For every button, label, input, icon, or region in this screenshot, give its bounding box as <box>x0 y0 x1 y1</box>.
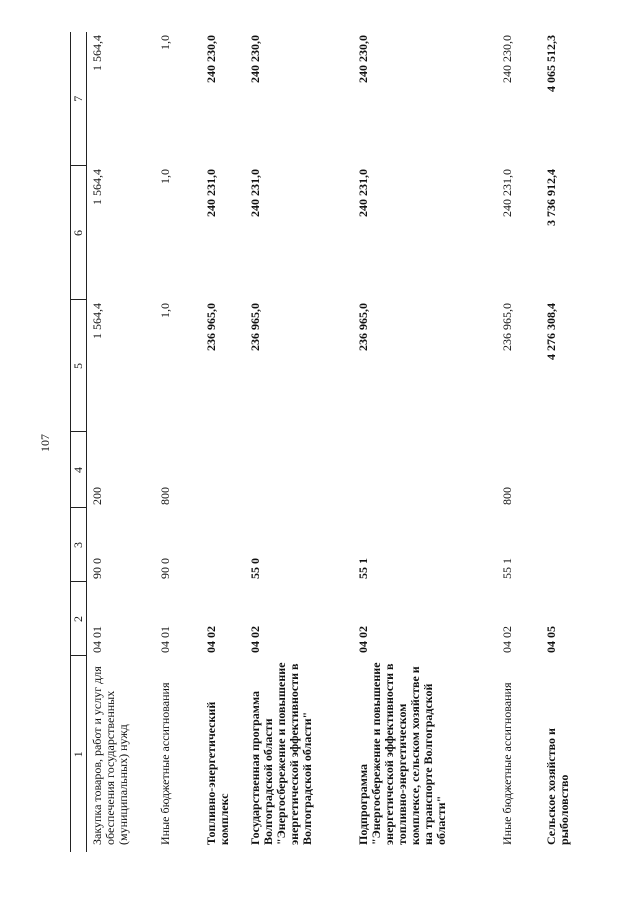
row-value-6: 1,0 <box>158 169 172 184</box>
row-value-6: 1 564,4 <box>90 169 104 205</box>
table-row <box>357 32 501 852</box>
row-expense-type <box>357 432 501 508</box>
row-value-6: 3 736 912,4 <box>544 169 558 226</box>
row-value-7: 1,0 <box>158 35 172 50</box>
row-value-6: 240 231,0 <box>248 169 262 217</box>
row-name: Подпрограмма "Энергосбережение и повышение энергетической эффективности в топливно-энергетическом комплексе, сельском хозяйстве и на транспорте Волгоградской области" <box>356 662 448 845</box>
header-col-7: 7 <box>71 32 87 166</box>
row-expense-type: 800 <box>158 487 172 505</box>
row-target-article: 55 0 <box>248 558 262 579</box>
row-target-article: 90 0 <box>158 558 172 579</box>
header-col-1: 1 <box>71 656 87 852</box>
header-col-6: 6 <box>71 166 87 300</box>
table-row <box>159 32 205 852</box>
row-value-7: 240 230,0 <box>356 35 370 83</box>
row-value-7: 240 230,0 <box>204 35 218 83</box>
row-expense-type: 200 <box>90 487 104 505</box>
header-col-5: 5 <box>71 300 87 432</box>
budget-table-rotated <box>70 32 618 852</box>
row-value-7: 1 564,4 <box>90 35 104 71</box>
row-expense-type <box>545 432 579 508</box>
row-name: Государственная программа Волгоградской области "Энергосбережение и повышение энергетической эффективности в Волгоградской области" <box>248 662 314 845</box>
row-value-5: 1,0 <box>158 303 172 318</box>
page-number: 107 <box>38 434 52 452</box>
row-expense-type: 800 <box>500 487 514 505</box>
row-value-5: 236 965,0 <box>248 303 262 351</box>
row-section: 04 02 <box>500 626 514 653</box>
row-section: 04 01 <box>90 626 104 653</box>
row-name: Иные бюджетные ассигнования <box>500 682 514 845</box>
row-name: Топливно-энергетический комплекс <box>204 701 231 845</box>
row-name: Иные бюджетные ассигнования <box>158 682 172 845</box>
row-value-5: 236 965,0 <box>204 303 218 351</box>
row-section: 04 02 <box>204 626 218 653</box>
header-row <box>71 32 87 852</box>
row-target-article: 55 1 <box>500 558 514 579</box>
row-value-6: 240 231,0 <box>204 169 218 217</box>
header-col-4: 4 <box>71 432 87 508</box>
row-expense-type <box>205 432 249 508</box>
row-section: 04 01 <box>158 626 172 653</box>
table-row <box>545 32 579 852</box>
table-row <box>249 32 357 852</box>
header-col-3: 3 <box>71 508 87 582</box>
row-section: 04 05 <box>544 626 558 653</box>
row-value-5: 236 965,0 <box>356 303 370 351</box>
row-value-7: 4 065 512,3 <box>544 35 558 92</box>
row-value-6: 240 231,0 <box>500 169 514 217</box>
row-section: 04 02 <box>356 626 370 653</box>
row-section: 04 02 <box>248 626 262 653</box>
header-col-2: 2 <box>71 582 87 656</box>
row-target-article <box>545 508 579 582</box>
row-target-article: 55 1 <box>356 558 370 579</box>
row-value-7: 240 230,0 <box>500 35 514 83</box>
row-value-7: 240 230,0 <box>248 35 262 83</box>
row-expense-type <box>249 432 357 508</box>
row-value-5: 4 276 308,4 <box>544 303 558 360</box>
table-row <box>205 32 249 852</box>
table-row <box>501 32 545 852</box>
budget-table <box>70 32 579 852</box>
row-target-article: 90 0 <box>90 558 104 579</box>
table-row <box>87 32 160 852</box>
row-name: Сельское хозяйство и рыболовство <box>544 728 571 845</box>
row-target-article <box>205 508 249 582</box>
row-value-6: 240 231,0 <box>356 169 370 217</box>
row-value-5: 1 564,4 <box>90 303 104 339</box>
row-name: Закупка товаров, работ и услуг для обеспечения государственных (муниципальных) нужд <box>90 666 130 845</box>
row-value-5: 236 965,0 <box>500 303 514 351</box>
